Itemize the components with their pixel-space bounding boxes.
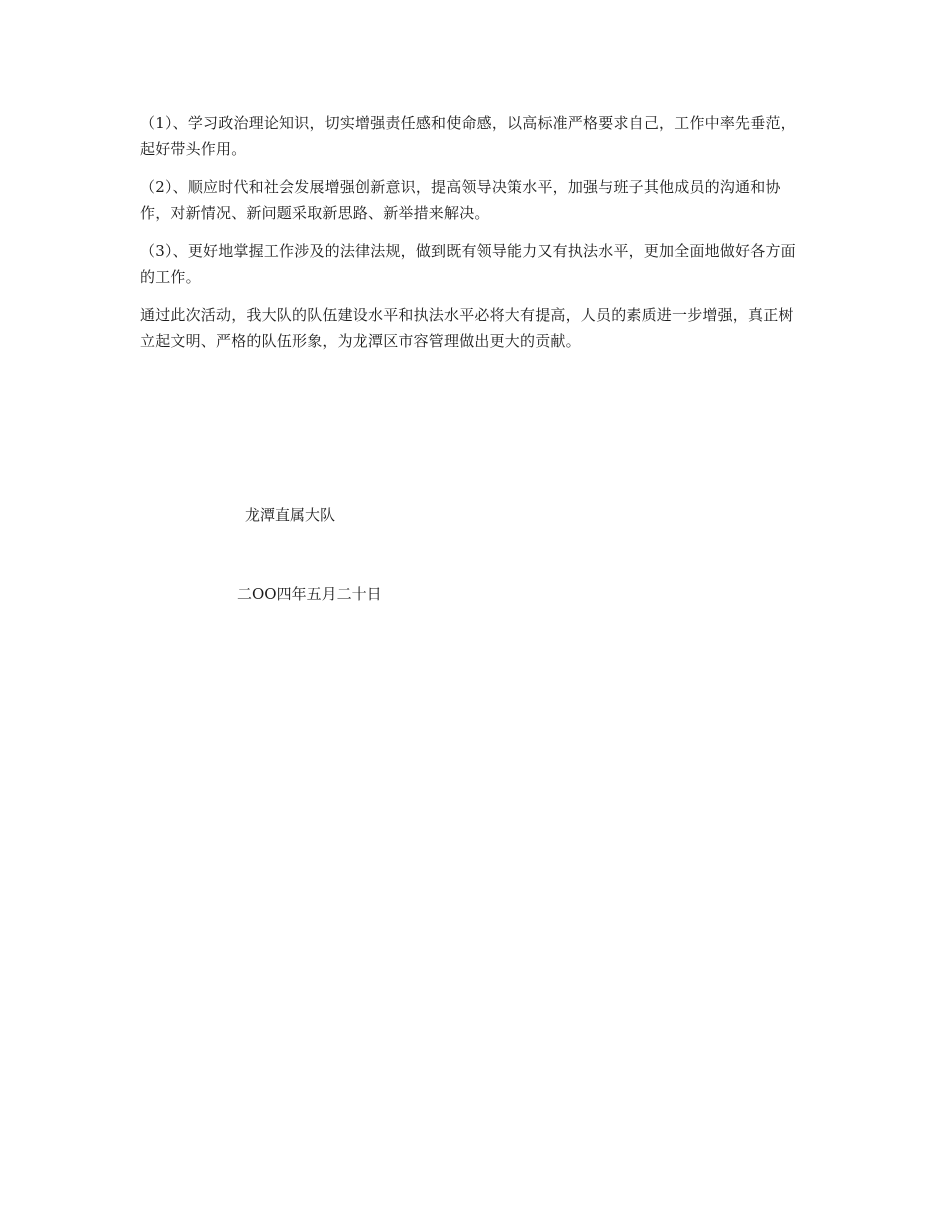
paragraph-item-1: （1）、学习政治理论知识，切实增强责任感和使命感，以高标准严格要求自己，工作中率先垂范，起好带头作用。 bbox=[140, 114, 796, 158]
paragraph-item-3: （3）、更好地掌握工作涉及的法律法规，做到既有领导能力又有执法水平，更加全面地做好各方面的工作。 bbox=[140, 242, 796, 286]
signature-date: 二OO四年五月二十日 bbox=[237, 585, 382, 603]
paragraph-conclusion: 通过此次活动，我大队的队伍建设水平和执法水平必将大有提高，人员的素质进一步增强，真正树立起文明、严格的队伍形象，为龙潭区市容管理做出更大的贡献。 bbox=[140, 306, 794, 350]
signature-unit: 龙潭直属大队 bbox=[245, 506, 336, 524]
paragraph-item-2: （2）、顺应时代和社会发展增强创新意识，提高领导决策水平，加强与班子其他成员的沟通和协作，对新情况、新问题采取新思路、新举措来解决。 bbox=[140, 178, 781, 222]
document-body bbox=[140, 110, 802, 366]
